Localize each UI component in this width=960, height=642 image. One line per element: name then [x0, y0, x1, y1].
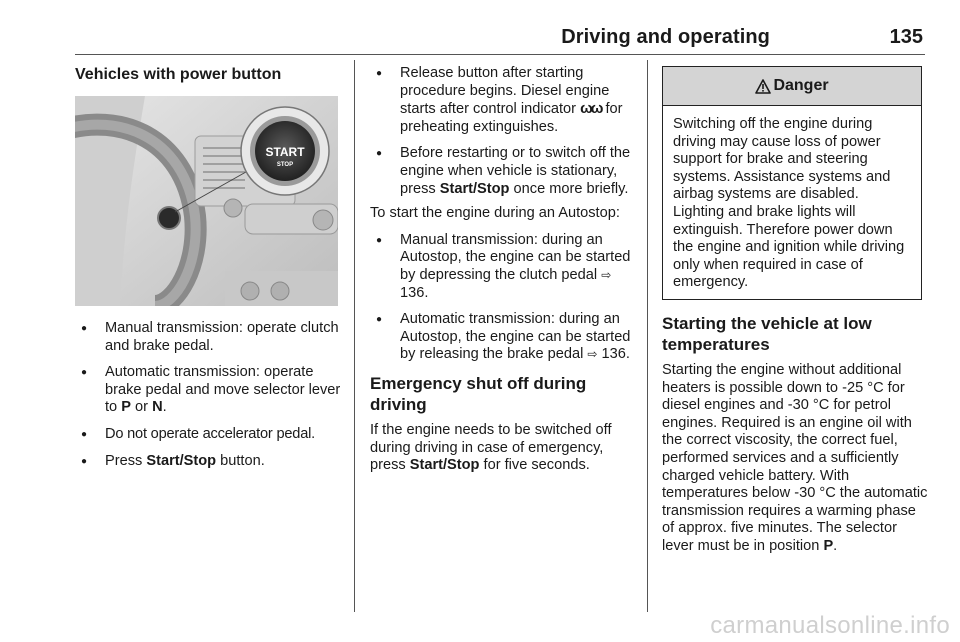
autostop-steps [370, 232, 635, 364]
paragraph-text: If the engine needs to be switched off during driving in case of emergency, press [370, 421, 612, 474]
start-stop-button-photo [75, 96, 338, 306]
preheat-icon: ωω [580, 100, 602, 118]
list-item [75, 320, 345, 355]
list-item [370, 145, 635, 198]
section-heading-emergency: Emergency shut off during driving [370, 373, 587, 414]
list-item-text: Manual transmission: operate clutch and brake pedal. [105, 320, 339, 354]
list-item-text: . [162, 399, 167, 416]
danger-title: Danger [773, 77, 829, 94]
selector-position-p: P [121, 399, 131, 416]
column-2 [370, 65, 635, 475]
watermark: carmanualsonline.info [710, 612, 950, 639]
page-ref-icon: ⇨ [601, 267, 612, 282]
column-1-bullets [75, 320, 345, 479]
warning-triangle-icon [755, 79, 771, 94]
page-ref-icon: ⇨ [587, 347, 598, 362]
danger-box [662, 66, 922, 300]
section-heading-power-button: Vehicles with power button [75, 66, 282, 83]
list-item-text: Release button after starting procedure begins. Diesel engine starts after control indicator [400, 65, 610, 118]
page-number: 135 [889, 26, 923, 48]
paragraph-text: for five seconds. [479, 457, 590, 474]
page-ref: 136. [597, 346, 630, 363]
danger-text: Switching off the engine during driving may cause loss of power support for brake and steering systems. Assistance systems and airbag systems are disabled. Lighting and brake lights will extinguish. Therefore power down the engine and ignition while driving only when required in case of emergency. [673, 116, 905, 291]
stop-button-label: STOP [276, 162, 294, 168]
column-1 [75, 65, 340, 84]
dashboard-illustration [75, 96, 338, 306]
list-item-text: Before restarting or to switch off the engine when vehicle is stationary, press [400, 145, 631, 197]
page-header-title: Driving and operating [561, 26, 770, 48]
start-stop-keyword: Start/Stop [439, 180, 510, 197]
paragraph-text: Starting the engine without additional heaters is possible down to -25 °C for diesel engines and -30 °C for petrol engines. Required is an engine oil with the correct viscosity, the correct fuel, performed services and a sufficiently charged vehicle battery. With temperatures below -30 °C the automatic transmission requires a warming phase of approx. five minutes. The selector lever must be in position [662, 362, 928, 554]
column-divider-1 [354, 60, 355, 612]
list-item-text: or [130, 399, 153, 416]
release-steps [370, 65, 635, 198]
selector-position-p: P [823, 537, 834, 554]
section-heading-low-temperatures: Starting the vehicle at low temperatures [662, 314, 872, 354]
list-item [75, 453, 345, 471]
list-item-text: Automatic transmission: operate brake pedal and move selector lever to [105, 364, 341, 416]
start-stop-keyword: Start/Stop [146, 452, 217, 469]
list-item-text: Press [105, 452, 147, 469]
header-rule [75, 54, 925, 55]
paragraph-text: . [833, 537, 838, 554]
list-item [75, 364, 345, 417]
start-button-label: START [265, 145, 305, 159]
autostop-intro: To start the engine during an Autostop: [370, 205, 620, 222]
column-3-lower [662, 313, 930, 556]
danger-header [663, 67, 921, 106]
list-item [370, 232, 635, 302]
list-item [370, 65, 635, 136]
low-temperature-paragraph [662, 362, 930, 556]
list-item [75, 426, 345, 444]
column-divider-2 [647, 60, 648, 612]
list-item-text: once more briefly. [509, 180, 629, 197]
list-item-text: for preheating extinguishes. [400, 101, 623, 135]
list-item-text: Automatic transmission: during an Autostop, the engine can be started by releasing the brake pedal [400, 311, 631, 363]
list-item-text: Manual transmission: during an Autostop, the engine can be started by depressing the clutch pedal [400, 231, 631, 283]
list-item-text: button. [216, 452, 265, 469]
page-ref: 136. [400, 284, 429, 301]
emergency-paragraph [370, 422, 635, 475]
power-button-steps [75, 320, 345, 470]
list-item-text: Do not operate accelerator pedal. [105, 425, 316, 442]
list-item [370, 311, 635, 364]
selector-position-n: N [152, 399, 163, 416]
start-stop-keyword: Start/Stop [409, 457, 480, 474]
